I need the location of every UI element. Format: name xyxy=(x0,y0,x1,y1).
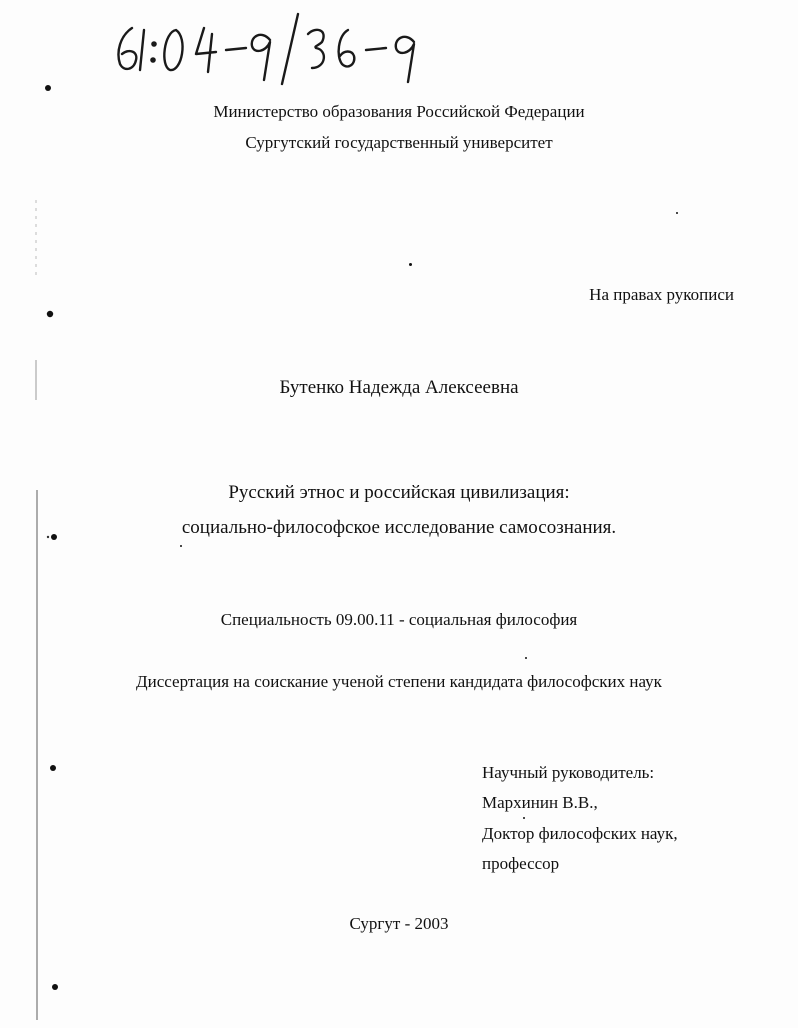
scan-edge-artifacts xyxy=(0,0,60,1028)
scan-speck xyxy=(523,817,525,819)
scan-speck xyxy=(676,212,678,214)
supervisor-label: Научный руководитель: xyxy=(482,763,655,782)
scan-speck xyxy=(525,657,527,659)
ministry-name: Министерство образования Российской Федерации xyxy=(213,102,585,121)
supervisor-rank: профессор xyxy=(482,854,560,873)
archive-number xyxy=(110,8,450,88)
dissertation-title-line1: Русский этнос и российская цивилизация: xyxy=(228,482,570,503)
supervisor-name: Мархинин В.В., xyxy=(482,793,598,812)
scan-speck xyxy=(409,263,412,266)
university-name: Сургутский государственный университет xyxy=(245,133,553,152)
specialty: Специальность 09.00.11 - социальная философия xyxy=(220,610,578,629)
place-and-year: Сургут - 2003 xyxy=(349,914,449,933)
archive-number-handwriting xyxy=(110,8,450,88)
dissertation-title-line2: социально-философское исследование самосознания. xyxy=(181,517,617,538)
dissertation-type: Диссертация на соискание ученой степени кандидата философских наук xyxy=(136,672,662,691)
scan-speck xyxy=(180,545,182,547)
author-name: Бутенко Надежда Алексеевна xyxy=(279,377,519,398)
manuscript-note: На правах рукописи xyxy=(589,285,734,304)
supervisor-degree: Доктор философских наук, xyxy=(482,824,678,843)
